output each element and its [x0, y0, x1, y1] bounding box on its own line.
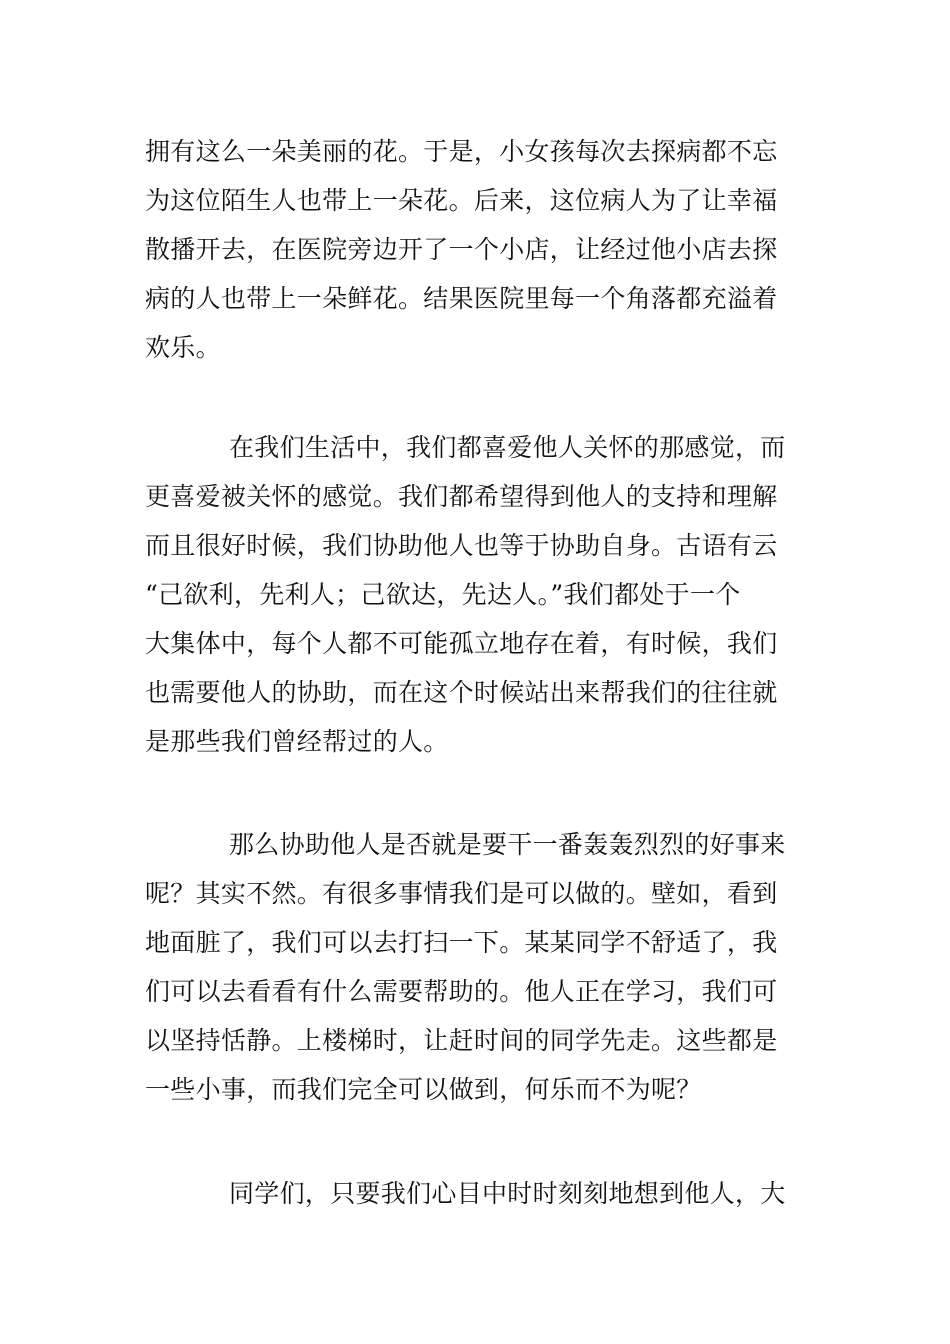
- paragraph-line: 以坚持恬静。上楼梯时，让赶时间的同学先走。这些都是: [145, 1026, 778, 1055]
- paragraph-line: 为这位陌生人也带上一朵花。后来，这位病人为了让幸福: [145, 186, 778, 215]
- paragraph-line: 病的人也带上一朵鲜花。结果医院里每一个角落都充溢着: [145, 284, 778, 313]
- paragraph-line: 在我们生活中，我们都喜爱他人关怀的那感觉，而: [229, 433, 786, 462]
- paragraph-line: 欢乐。: [145, 333, 221, 362]
- paragraph-line: 而且很好时候，我们协助他人也等于协助自身。古语有云: [145, 531, 778, 560]
- paragraph-line: 呢？其实不然。有很多事情我们是可以做的。壁如，看到: [145, 879, 778, 908]
- paragraph-line: 们可以去看看有什么需要帮助的。他人正在学习，我们可: [145, 977, 778, 1006]
- paragraph-4: [145, 1169, 815, 1218]
- paragraph-1: [145, 127, 815, 372]
- paragraph-line: 地面脏了，我们可以去打扫一下。某某同学不舒适了，我: [145, 928, 778, 957]
- paragraph-line: 也需要他人的协助，而在这个时候站出来帮我们的往往就: [145, 678, 778, 707]
- paragraph-line: 拥有这么一朵美丽的花。于是，小女孩每次去探病都不忘: [145, 137, 778, 166]
- paragraph-line: “己欲利，先利人；己欲达，先达人。”我们都处于一个: [145, 580, 741, 609]
- paragraph-line: 同学们，只要我们心目中时时刻刻地想到他人，大: [229, 1179, 786, 1208]
- paragraph-line: 大集体中，每个人都不可能孤立地存在着，有时候，我们: [145, 629, 778, 658]
- paragraph-line: 更喜爱被关怀的感觉。我们都希望得到他人的支持和理解: [145, 482, 778, 511]
- paragraph-line: 那么协助他人是否就是要干一番轰轰烈烈的好事来: [229, 830, 786, 859]
- paragraph-line: 是那些我们曾经帮过的人。: [145, 727, 449, 756]
- paragraph-2: [145, 423, 815, 766]
- paragraph-3: [145, 820, 815, 1114]
- paragraph-line: 散播开去，在医院旁边开了一个小店，让经过他小店去探: [145, 235, 778, 264]
- paragraph-line: 一些小事，而我们完全可以做到，何乐而不为呢？: [145, 1075, 702, 1104]
